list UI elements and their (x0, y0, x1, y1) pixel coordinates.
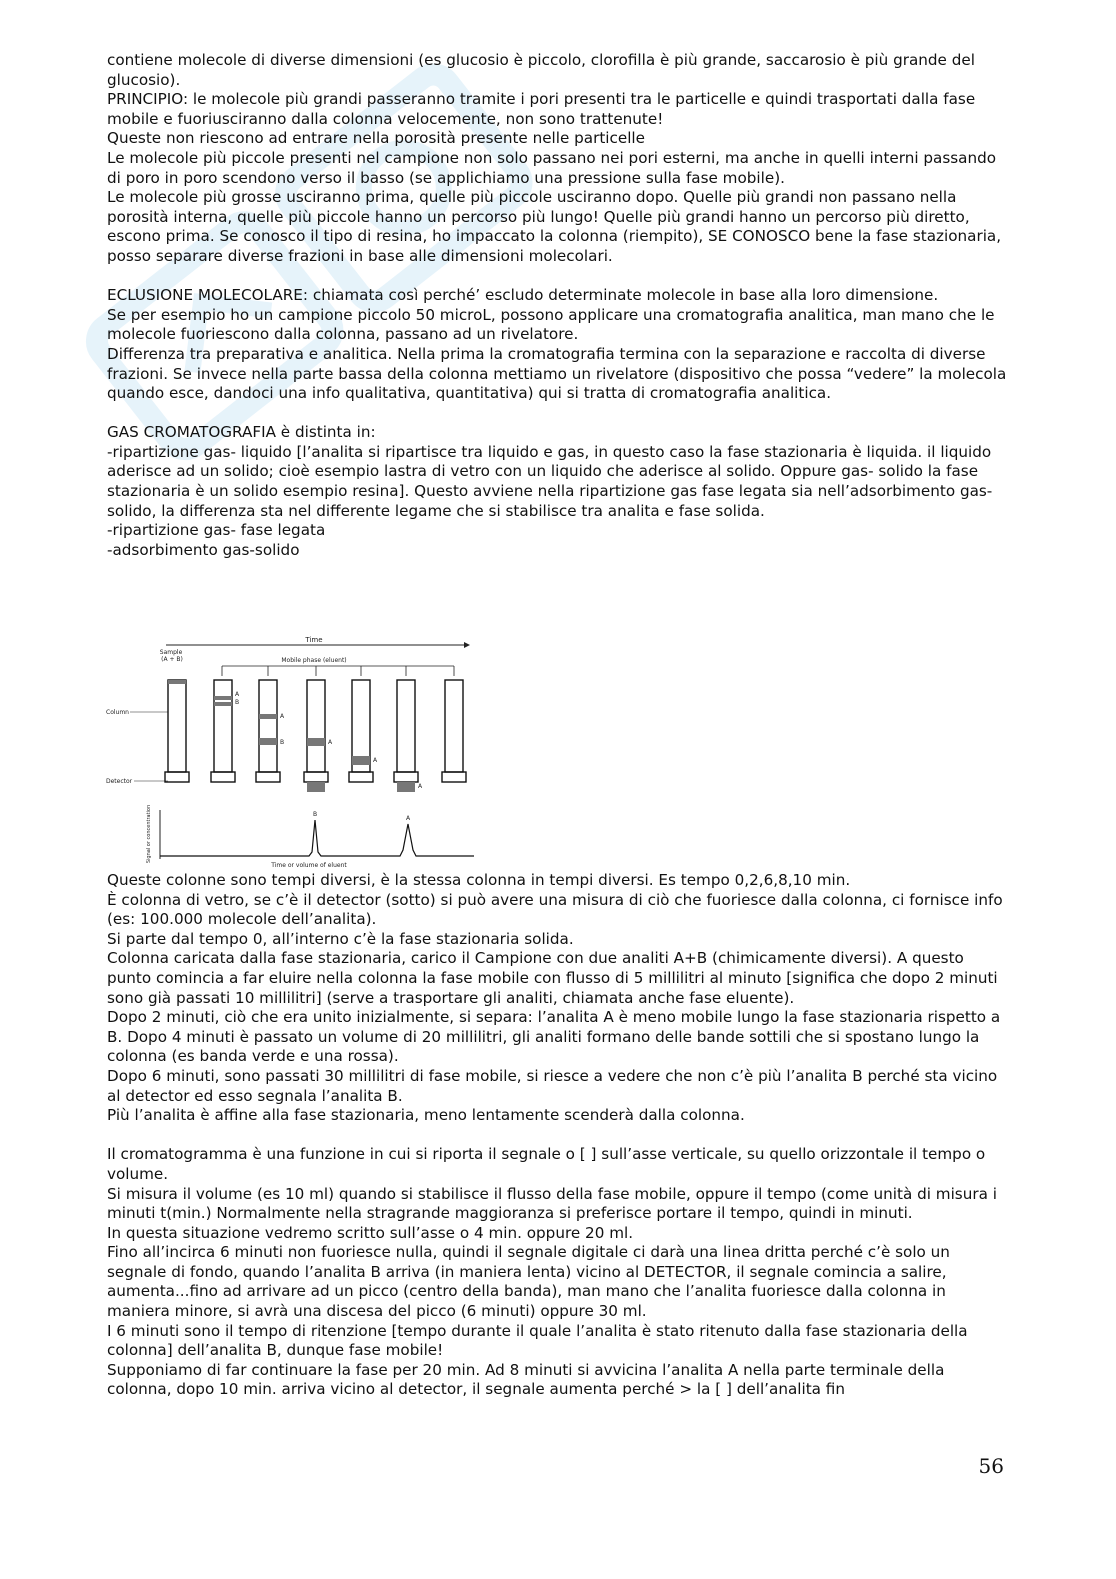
sample-label-line2: (A + B) (161, 656, 183, 663)
chromatography-figure (104, 634, 514, 869)
band-label-b: B (280, 739, 285, 746)
blank-line (107, 267, 1012, 287)
paragraph: Queste non riescono ad entrare nella porosità presente nelle particelle (107, 129, 645, 148)
column-set (165, 680, 466, 782)
band-label-b: B (235, 699, 240, 706)
peak-label-a: A (405, 815, 411, 822)
band-label-a: A (280, 713, 285, 720)
paragraph: Il cromatogramma è una funzione in cui si riporta il segnale o [ ] sull’asse verticale, su quello orizzontale il tempo o volume. (107, 1145, 986, 1183)
blank-line (107, 1126, 1012, 1146)
blank-line (107, 404, 1012, 424)
chromatogram-trace (160, 820, 474, 856)
paragraph: È colonna di vetro, se c’è il detector (sotto) si può avere una misura di ciò che fuoriesce dalla colonna, ci fornisce info (es: 100.000 molecole dell’analita). (107, 890, 1003, 929)
paragraph: -ripartizione gas- liquido [l’analita si ripartisce tra liquido e gas, in questo caso la fase stazionaria è liquida. il liquido aderisce ad un solido; cioè esempio lastra di vetro con un liquido che aderisce al solido. Oppure gas- solido la fase stazionaria è un solido esempio resina]. Questo avviene nella ripartizione gas fase legata sia nell’adsorbimento gas- solido, la differenza sta nel differente legame che si stabilisce tra analita e fase solida. (107, 442, 993, 520)
paragraph: Colonna caricata dalla fase stazionaria, carico il Campione con due analiti A+B (chimicamente diversi). A questo punto comincia a far eluire nella colonna la fase mobile con flusso di 5 millilitri al minuto [significa che dopo 2 minuti sono già passati 10 millilitri] (serve a trasportare gli analiti, chiamata anche fase eluente). (107, 949, 998, 1007)
paragraph: Se per esempio ho un campione piccolo 50 microL, possono applicare una cromatografia analitica, man mano che le molecole fuoriescono dalla colonna, passano ad un rivelatore. (107, 305, 995, 344)
sample-label-line1: Sample (159, 649, 183, 656)
paragraph: Differenza tra preparativa e analitica. Nella prima la cromatografia termina con la separazione e raccolta di diverse frazioni. Se invece nella parte bassa della colonna mettiamo un rivelatore (dispositivo che possa “vedere” la molecola quando esce, dandoci una info qualitativa, quantitativa) qui si tratta di cromatografia analitica. (107, 344, 1007, 403)
paragraph: Fino all’incirca 6 minuti non fuoriesce nulla, quindi il segnale digitale ci darà una linea dritta perché c’è solo un segnale di fondo, quando l’analita B arriva (in maniera lenta) vicino al DETECTOR, il segnale comincia a salire, aumenta...fino ad arrivare ad un picco (centro della banda), man mano che l’analita fuoriesce dalla colonna in maniera minore, si avrà una discesa del picco (6 minuti) oppure 30 ml. (107, 1243, 950, 1321)
band-label-a: A (418, 783, 423, 790)
paragraph: Si parte dal tempo 0, all’interno c’è la fase stazionaria solida. (107, 929, 574, 948)
peak-label-b: B (312, 811, 318, 818)
paragraph: Dopo 6 minuti, sono passati 30 millilitri di fase mobile, si riesce a vedere che non c’è più l’analita B perché sta vicino al detector ed esso segnala l’analita B. (107, 1066, 998, 1105)
paragraph: GAS CROMATOGRAFIA è distinta in: (107, 423, 376, 442)
paragraph: ECLUSIONE MOLECOLARE: chiamata così perché’ escludo determinate molecole in base alla loro dimensione. (107, 286, 939, 305)
text-block-top (107, 51, 1012, 560)
detector-label: Detector (106, 778, 133, 785)
analyte-bands (168, 680, 415, 792)
paragraph: Dopo 2 minuti, ciò che era unito inizialmente, si separa: l’analita A è meno mobile lungo la fase stazionaria rispetto a B. Dopo 4 minuti è passato un volume di 20 millilitri, gli analiti formano delle bande sottili che si spostano lungo la colonna (es banda verde e una rossa). (107, 1008, 1001, 1066)
signal-axis-label: Signal or concentration (146, 804, 152, 864)
time-label: Time (305, 636, 323, 644)
paragraph: Queste colonne sono tempi diversi, è la stessa colonna in tempi diversi. Es tempo 0,2,6,8,10 min. (107, 871, 851, 889)
paragraph: contiene molecole di diverse dimensioni (es glucosio è piccolo, clorofilla è più grande, saccarosio è più grande del glucosio). (107, 51, 975, 89)
band-label-a: A (235, 691, 240, 698)
mobile-phase-label: Mobile phase (eluent) (281, 657, 347, 664)
x-axis-label: Time or volume of eluent (271, 862, 347, 869)
paragraph: In questa situazione vedremo scritto sull’asse o 4 min. oppure 20 ml. (107, 1223, 634, 1242)
paragraph: Si misura il volume (es 10 ml) quando si stabilisce il flusso della fase mobile, oppure il tempo (come unità di misura i minuti t(min.) Normalmente nella stragrande maggioranza si preferisce portare il tempo, quindi in minuti. (107, 1184, 997, 1223)
paragraph: -adsorbimento gas-solido (107, 540, 300, 559)
paragraph: -ripartizione gas- fase legata (107, 521, 326, 540)
paragraph: I 6 minuti sono il tempo di ritenzione [tempo durante il quale l’analita è stato ritenuto dalla fase stazionaria della colonna] dell’analita B, dunque fase mobile! (107, 1321, 968, 1360)
text-block-bottom (107, 871, 1012, 1400)
paragraph: PRINCIPIO: le molecole più grandi passeranno tramite i pori presenti tra le particelle e quindi trasportati dalla fase mobile e fuoriusciranno dalla colonna velocemente, non sono trattenute! (107, 90, 976, 128)
sample-label (160, 649, 184, 663)
paragraph: Supponiamo di far continuare la fase per 20 min. Ad 8 minuti si avvicina l’analita A nella parte terminale della colonna, dopo 10 min. arriva vicino al detector, il segnale aumenta perché > la [ ] dell’analita fin (107, 1360, 945, 1399)
paragraph: Le molecole più grosse usciranno prima, quelle più piccole usciranno dopo. Quelle più grandi non passano nella porosità interna, quelle più piccole hanno un percorso più lungo! Quelle più grandi hanno un percorso più diretto, escono prima. Se conosco il tipo di resina, ho impaccato la colonna (riempito), SE CONOSCO bene la fase stazionaria, posso separare diverse frazioni in base alle dimensioni molecolari. (107, 188, 1002, 265)
paragraph: Più l’analita è affine alla fase stazionaria, meno lentamente scenderà dalla colonna. (107, 1106, 745, 1125)
page-number: 56 (978, 1454, 1004, 1478)
column-label: Column (106, 709, 129, 716)
band-label-a: A (373, 757, 378, 764)
band-label-a: A (328, 739, 333, 746)
paragraph: Le molecole più piccole presenti nel campione non solo passano nei pori esterni, ma anche in quelli interni passando di poro in poro scendono verso il basso (se applichiamo una pressione sulla fase mobile). (107, 148, 997, 187)
